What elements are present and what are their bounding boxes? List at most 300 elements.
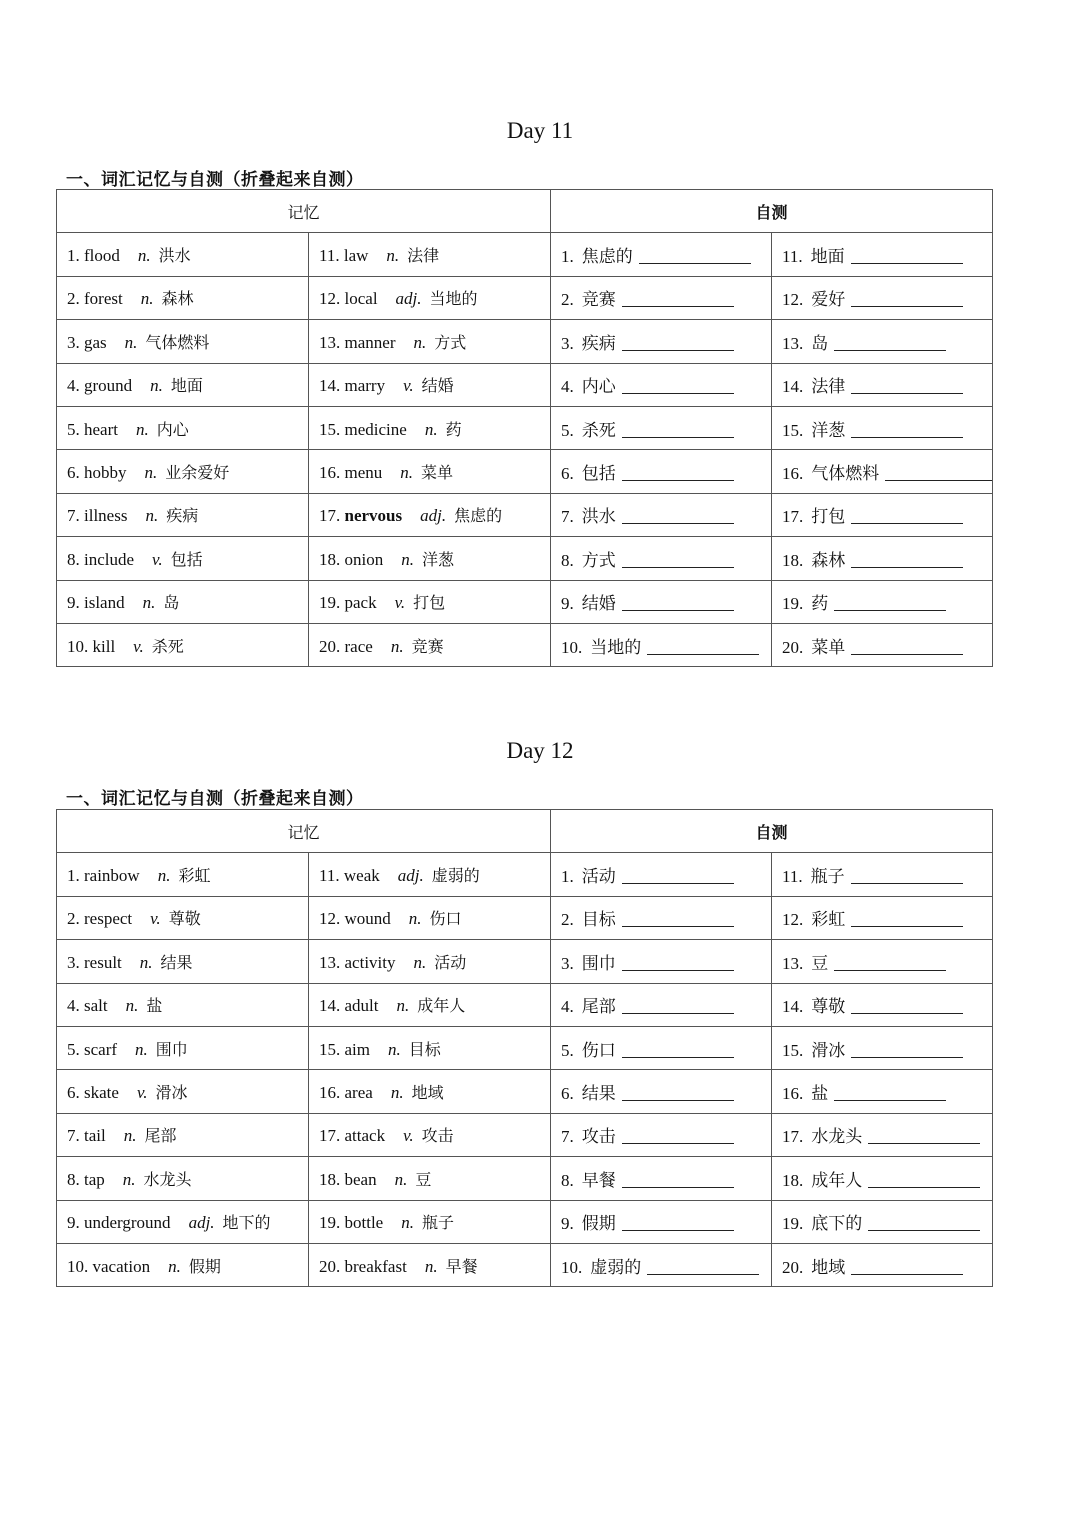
entry-number: 6. (67, 463, 80, 483)
english-word: attack (344, 1126, 386, 1146)
chinese-meaning: 伤口 (429, 909, 462, 929)
answer-blank[interactable] (851, 305, 963, 307)
english-word: adult (344, 996, 379, 1016)
part-of-speech: n. (140, 289, 154, 309)
entry-number: 14. (319, 996, 341, 1016)
english-word: underground (84, 1213, 171, 1233)
chinese-meaning: 洋葱 (421, 549, 454, 569)
memory-cell (309, 537, 551, 580)
entry-number: 4. (67, 996, 80, 1016)
memory-cell (309, 623, 551, 666)
answer-blank[interactable] (868, 1229, 980, 1231)
self-test-cell (772, 406, 993, 449)
entry-number: 1. (561, 247, 574, 267)
entry-number: 1. (561, 867, 574, 887)
entry-number: 13. (782, 333, 804, 353)
table-row (57, 940, 993, 983)
memory-cell (309, 363, 551, 406)
memory-header: 记忆 (57, 190, 551, 233)
answer-blank[interactable] (622, 609, 734, 611)
chinese-meaning: 豆 (415, 1169, 432, 1189)
chinese-meaning: 结果 (160, 952, 193, 972)
memory-cell (57, 983, 309, 1026)
english-word: heart (84, 419, 118, 439)
self-test-cell (551, 276, 772, 319)
chinese-meaning: 滑冰 (155, 1083, 188, 1103)
entry-number: 8. (561, 550, 574, 570)
part-of-speech: v. (152, 549, 163, 569)
entry-number: 15. (782, 1040, 804, 1060)
memory-cell (309, 450, 551, 493)
chinese-prompt: 活动 (581, 867, 616, 888)
entry-number: 6. (561, 464, 574, 484)
answer-blank[interactable] (647, 653, 759, 655)
english-word: forest (84, 289, 123, 309)
answer-blank[interactable] (834, 969, 946, 971)
english-word: pack (344, 593, 377, 613)
chinese-meaning: 活动 (434, 952, 467, 972)
entry-number: 20. (782, 637, 804, 657)
part-of-speech: v. (136, 1083, 148, 1103)
table-row (57, 1113, 993, 1156)
memory-cell (57, 1026, 309, 1069)
english-word: onion (344, 549, 384, 569)
self-test-header: 自测 (551, 190, 993, 233)
answer-blank[interactable] (851, 436, 963, 438)
entry-number: 9. (561, 1214, 574, 1234)
table-header-row (57, 810, 993, 853)
english-word: area (344, 1083, 373, 1103)
english-word: include (84, 549, 135, 569)
entry-number: 11. (319, 866, 340, 886)
chinese-prompt: 彩虹 (811, 910, 846, 931)
entry-number: 9. (67, 593, 80, 613)
chinese-prompt: 假期 (581, 1214, 616, 1235)
self-test-cell (551, 1157, 772, 1200)
part-of-speech: n. (386, 246, 400, 266)
answer-blank[interactable] (622, 1142, 734, 1144)
entry-number: 12. (782, 910, 804, 930)
answer-blank[interactable] (834, 349, 946, 351)
chinese-meaning: 洪水 (158, 246, 191, 266)
table-row (57, 896, 993, 939)
entry-number: 2. (561, 910, 574, 930)
chinese-prompt: 瓶子 (810, 867, 845, 888)
table-row (57, 1243, 993, 1286)
memory-cell (57, 320, 309, 363)
answer-blank[interactable] (851, 1273, 963, 1275)
part-of-speech: n. (400, 463, 414, 483)
table-row (57, 363, 993, 406)
chinese-meaning: 焦虑的 (454, 506, 503, 526)
part-of-speech: n. (124, 332, 138, 352)
entry-number: 3. (67, 952, 80, 972)
part-of-speech: n. (145, 506, 159, 526)
answer-blank[interactable] (622, 392, 734, 394)
answer-blank[interactable] (851, 1056, 963, 1058)
entry-number: 9. (561, 594, 574, 614)
english-word: marry (344, 376, 386, 396)
english-word: respect (84, 909, 133, 929)
answer-blank[interactable] (851, 1012, 963, 1014)
entry-number: 5. (67, 419, 80, 439)
answer-blank[interactable] (622, 1229, 734, 1231)
chinese-meaning: 疾病 (166, 506, 199, 526)
memory-cell (309, 276, 551, 319)
entry-number: 17. (319, 506, 341, 526)
entry-number: 14. (782, 377, 804, 397)
entry-number: 12. (319, 289, 341, 309)
chinese-prompt: 地域 (811, 1257, 846, 1278)
table-row (57, 1200, 993, 1243)
chinese-prompt: 焦虑的 (581, 247, 633, 268)
part-of-speech: n. (139, 952, 153, 972)
answer-blank[interactable] (622, 349, 734, 351)
day-title: Day 12 (506, 738, 574, 763)
part-of-speech: n. (150, 376, 163, 396)
entry-number: 7. (67, 1126, 80, 1146)
answer-blank[interactable] (851, 925, 963, 927)
chinese-meaning: 气体燃料 (145, 332, 210, 352)
self-test-cell (551, 1200, 772, 1243)
part-of-speech: n. (123, 1126, 137, 1146)
english-word: gas (84, 332, 107, 352)
self-test-cell (772, 493, 993, 536)
memory-cell (309, 896, 551, 939)
answer-blank[interactable] (868, 1142, 980, 1144)
entry-number: 20. (319, 1256, 341, 1276)
english-word: aim (344, 1039, 370, 1059)
memory-cell (309, 233, 551, 276)
chinese-prompt: 气体燃料 (811, 464, 880, 485)
table-row (57, 1070, 993, 1113)
memory-cell (57, 493, 309, 536)
chinese-prompt: 岛 (811, 333, 829, 354)
english-word: menu (344, 463, 383, 483)
chinese-prompt: 竞赛 (581, 290, 616, 311)
answer-blank[interactable] (622, 479, 734, 481)
memory-cell (57, 363, 309, 406)
table-row (57, 623, 993, 666)
chinese-meaning: 瓶子 (421, 1213, 454, 1233)
memory-cell (309, 320, 551, 363)
self-test-cell (551, 1113, 772, 1156)
part-of-speech: n. (390, 1083, 404, 1103)
chinese-meaning: 森林 (161, 289, 194, 309)
chinese-meaning: 成年人 (417, 996, 466, 1016)
entry-number: 10. (561, 1257, 583, 1277)
table-row (57, 276, 993, 319)
chinese-meaning: 假期 (188, 1256, 221, 1276)
chinese-prompt: 内心 (581, 377, 616, 398)
answer-blank[interactable] (885, 479, 992, 481)
entry-number: 6. (67, 1083, 80, 1103)
self-test-cell (772, 1200, 993, 1243)
chinese-meaning: 尾部 (144, 1126, 177, 1146)
entry-number: 10. (67, 1256, 89, 1276)
chinese-prompt: 地面 (810, 247, 845, 268)
chinese-prompt: 结婚 (581, 594, 616, 615)
answer-blank[interactable] (622, 436, 734, 438)
part-of-speech: n. (413, 332, 427, 352)
part-of-speech: n. (388, 1039, 401, 1059)
part-of-speech: v. (403, 376, 414, 396)
answer-blank[interactable] (639, 262, 751, 264)
self-test-cell (551, 580, 772, 623)
chinese-meaning: 彩虹 (178, 866, 211, 886)
memory-cell (309, 853, 551, 896)
answer-blank[interactable] (851, 262, 963, 264)
entry-number: 7. (67, 506, 80, 526)
entry-number: 19. (782, 1214, 804, 1234)
entry-number: 15. (782, 420, 804, 440)
answer-blank[interactable] (647, 1273, 759, 1275)
english-word: wound (344, 909, 391, 929)
english-word: bottle (344, 1213, 384, 1233)
entry-number: 2. (561, 290, 574, 310)
part-of-speech: n. (125, 996, 139, 1016)
entry-number: 16. (782, 464, 804, 484)
memory-cell (57, 623, 309, 666)
entry-number: 8. (67, 549, 80, 569)
entry-number: 13. (782, 953, 804, 973)
answer-blank[interactable] (622, 925, 734, 927)
entry-number: 6. (561, 1084, 574, 1104)
table-row (57, 537, 993, 580)
english-word: rainbow (84, 866, 140, 886)
memory-cell (57, 896, 309, 939)
self-test-cell (772, 983, 993, 1026)
chinese-prompt: 打包 (811, 507, 846, 528)
chinese-meaning: 药 (445, 419, 462, 439)
part-of-speech: adj. (395, 289, 422, 309)
entry-number: 15. (319, 419, 341, 439)
answer-blank[interactable] (851, 522, 963, 524)
answer-blank[interactable] (622, 882, 734, 884)
entry-number: 17. (319, 1126, 341, 1146)
memory-cell (57, 450, 309, 493)
self-test-cell (551, 1243, 772, 1286)
chinese-meaning: 法律 (407, 246, 440, 266)
english-word: vacation (92, 1256, 151, 1276)
chinese-meaning: 目标 (408, 1039, 441, 1059)
entry-number: 3. (561, 953, 574, 973)
chinese-prompt: 目标 (581, 910, 616, 931)
table-row (57, 580, 993, 623)
answer-blank[interactable] (622, 969, 734, 971)
entry-number: 5. (67, 1039, 80, 1059)
chinese-prompt: 伤口 (581, 1040, 616, 1061)
memory-cell (309, 1200, 551, 1243)
table-row (57, 493, 993, 536)
chinese-meaning: 围巾 (155, 1039, 188, 1059)
chinese-meaning: 竞赛 (411, 636, 444, 656)
chinese-prompt: 结果 (581, 1084, 616, 1105)
self-test-cell (551, 1026, 772, 1069)
table-row (57, 1157, 993, 1200)
chinese-prompt: 早餐 (581, 1170, 616, 1191)
answer-blank[interactable] (622, 1186, 734, 1188)
part-of-speech: adj. (420, 506, 447, 526)
memory-cell (57, 537, 309, 580)
day-title: Day 11 (506, 118, 574, 143)
chinese-prompt: 菜单 (811, 637, 846, 658)
part-of-speech: n. (135, 1039, 148, 1059)
self-test-cell (772, 623, 993, 666)
entry-number: 10. (561, 637, 583, 657)
answer-blank[interactable] (622, 1056, 734, 1058)
english-word: ground (84, 376, 133, 396)
entry-number: 16. (782, 1084, 804, 1104)
answer-blank[interactable] (622, 522, 734, 524)
chinese-meaning: 攻击 (421, 1126, 454, 1146)
part-of-speech: n. (168, 1256, 181, 1276)
self-test-cell (772, 580, 993, 623)
chinese-prompt: 尊敬 (811, 997, 846, 1018)
self-test-cell (551, 450, 772, 493)
part-of-speech: n. (142, 593, 156, 613)
chinese-prompt: 爱好 (811, 290, 846, 311)
answer-blank[interactable] (851, 566, 963, 568)
entry-number: 7. (561, 507, 574, 527)
answer-blank[interactable] (622, 305, 734, 307)
chinese-prompt: 虚弱的 (590, 1257, 642, 1278)
entry-number: 12. (782, 290, 804, 310)
memory-cell (309, 1070, 551, 1113)
self-test-cell (772, 363, 993, 406)
chinese-prompt: 洪水 (581, 507, 616, 528)
memory-header: 记忆 (57, 810, 551, 853)
chinese-prompt: 杀死 (581, 420, 616, 441)
answer-blank[interactable] (851, 653, 963, 655)
part-of-speech: n. (401, 1213, 414, 1233)
english-word: tap (84, 1169, 105, 1189)
memory-cell (57, 1200, 309, 1243)
chinese-prompt: 方式 (581, 550, 616, 571)
entry-number: 16. (319, 463, 341, 483)
chinese-prompt: 森林 (811, 550, 846, 571)
chinese-meaning: 菜单 (421, 463, 454, 483)
english-word: weak (343, 866, 380, 886)
answer-blank[interactable] (834, 609, 946, 611)
vocab-table (56, 809, 993, 1287)
entry-number: 17. (782, 1127, 804, 1147)
self-test-cell (772, 276, 993, 319)
chinese-meaning: 包括 (170, 549, 203, 569)
entry-number: 4. (561, 997, 574, 1017)
chinese-meaning: 方式 (434, 332, 467, 352)
chinese-meaning: 虚弱的 (431, 866, 480, 886)
answer-blank[interactable] (622, 1099, 734, 1101)
answer-blank[interactable] (622, 566, 734, 568)
memory-cell (57, 940, 309, 983)
answer-blank[interactable] (868, 1186, 980, 1188)
memory-cell (57, 1157, 309, 1200)
part-of-speech: v. (403, 1126, 414, 1146)
chinese-prompt: 攻击 (581, 1127, 616, 1148)
english-word: kill (92, 636, 116, 656)
part-of-speech: adj. (188, 1213, 215, 1233)
entry-number: 14. (319, 376, 341, 396)
entry-number: 17. (782, 507, 804, 527)
answer-blank[interactable] (834, 1099, 946, 1101)
answer-blank[interactable] (622, 1012, 734, 1014)
self-test-cell (551, 623, 772, 666)
entry-number: 1. (67, 246, 80, 266)
self-test-cell (772, 1243, 993, 1286)
table-row (57, 1026, 993, 1069)
english-word: tail (84, 1126, 106, 1146)
answer-blank[interactable] (851, 392, 963, 394)
self-test-header: 自测 (551, 810, 993, 853)
table-row (57, 450, 993, 493)
table-header-row (57, 190, 993, 233)
self-test-cell (551, 363, 772, 406)
english-word: race (344, 636, 373, 656)
memory-cell (309, 1243, 551, 1286)
entry-number: 2. (67, 909, 80, 929)
memory-cell (309, 1157, 551, 1200)
chinese-meaning: 打包 (413, 593, 446, 613)
english-word: scarf (84, 1039, 118, 1059)
english-word: island (84, 593, 125, 613)
chinese-prompt: 疾病 (581, 333, 616, 354)
memory-cell (57, 406, 309, 449)
self-test-cell (772, 1113, 993, 1156)
entry-number: 8. (67, 1169, 80, 1189)
chinese-meaning: 早餐 (445, 1256, 478, 1276)
chinese-prompt: 盐 (811, 1084, 829, 1105)
entry-number: 3. (561, 333, 574, 353)
part-of-speech: n. (401, 549, 414, 569)
self-test-cell (551, 940, 772, 983)
chinese-prompt: 围巾 (581, 953, 616, 974)
entry-number: 16. (319, 1083, 341, 1103)
english-word: nervous (344, 506, 403, 526)
entry-number: 11. (782, 867, 803, 887)
chinese-meaning: 岛 (163, 593, 180, 613)
table-row (57, 983, 993, 1026)
chinese-meaning: 尊敬 (168, 909, 201, 929)
answer-blank[interactable] (851, 882, 963, 884)
memory-cell (57, 1070, 309, 1113)
chinese-prompt: 滑冰 (811, 1040, 846, 1061)
chinese-prompt: 洋葱 (811, 420, 846, 441)
memory-cell (57, 233, 309, 276)
section-heading: 一、词汇记忆与自测（折叠起来自测） (66, 789, 364, 809)
part-of-speech: n. (413, 952, 427, 972)
entry-number: 20. (319, 636, 341, 656)
chinese-prompt: 豆 (811, 953, 829, 974)
self-test-cell (772, 233, 993, 276)
part-of-speech: n. (396, 996, 410, 1016)
part-of-speech: v. (394, 593, 406, 613)
entry-number: 18. (782, 1170, 804, 1190)
entry-number: 14. (782, 997, 804, 1017)
table-row (57, 320, 993, 363)
part-of-speech: v. (150, 909, 161, 929)
memory-cell (309, 493, 551, 536)
self-test-cell (772, 853, 993, 896)
memory-cell (57, 853, 309, 896)
part-of-speech: n. (394, 1169, 408, 1189)
chinese-meaning: 结婚 (421, 376, 454, 396)
chinese-prompt: 成年人 (811, 1170, 863, 1191)
part-of-speech: n. (424, 419, 438, 439)
memory-cell (309, 940, 551, 983)
entry-number: 4. (561, 377, 574, 397)
entry-number: 5. (561, 1040, 574, 1060)
